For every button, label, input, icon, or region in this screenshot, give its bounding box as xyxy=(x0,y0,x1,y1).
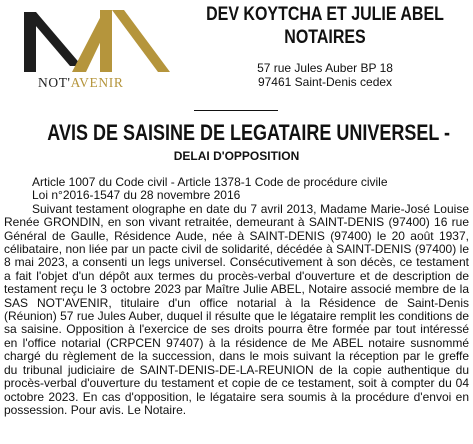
notice-paragraph: Suivant testament olographe en date du 7 avril 2013, Madame Marie-José Louise Renée GRONDIN, en son vivant retraitée, demeurant à SAINT-DENIS (97400) 16 rue Général de Gaulle, Résidence Aude, née à SAINT-DENIS (97400) le 20 août 1937, célibataire, non liée par un pacte civil de solidarité, décédée à SAINT-DENIS (97400) le 8 mai 2023, a consenti un legs universel. Consécutivement à son décès, ce testament a fait l'objet d'un dépôt aux termes du procès-verbal d'ouverture et de description de testament reçu le 3 octobre 2023 par Maître Julie ABEL, Notaire associé membre de la SAS NOT'AVENIR, titulaire d'un office notarial à la Résidence de Saint-Denis (Réunion) 57 rue Jules Auber, duquel il résulte que le légataire remplit les conditions de sa saisine. Opposition à l'exercice de ses droits pourra être formée par tout intéressé en l'office notarial (CRPCEN 97407) à la résidence de Me ABEL notaire susnommé chargé du règlement de la succession, dans le mois suivant la réception par le greffe du tribunal judiciaire de SAINT-DENIS-DE-LA-REUNION de la copie authentique du procès-verbal d'ouverture du testament et copie de ce testament, soit à compter du 04 octobre 2023. En cas d'opposition, le légataire sera soumis à la procédure d'envoi en possession. Pour avis. Le Notaire. xyxy=(4,201,469,417)
notice-body xyxy=(4,176,469,417)
logo-wordmark xyxy=(38,75,123,91)
address-line2: 97461 Saint-Denis cedex xyxy=(257,75,393,89)
legal-reference-2: Loi n°2016-1547 du 28 novembre 2016 xyxy=(32,188,241,203)
logo-wordmark-left: NOT' xyxy=(38,75,71,90)
legal-reference-1: Article 1007 du Code civil - Article 1378-1 Code de procédure civile xyxy=(32,175,388,189)
address-line1: 57 rue Jules Auber BP 18 xyxy=(257,61,393,75)
firm-address xyxy=(230,61,420,89)
page-subtitle: DELAI D'OPPOSITION xyxy=(173,149,300,163)
firm-name-line2: NOTAIRES xyxy=(284,26,366,48)
page-title: AVIS DE SAISINE DE LEGATAIRE UNIVERSEL - xyxy=(47,120,451,145)
divider xyxy=(194,110,278,111)
firm-name-line1: DEV KOYTCHA ET JULIE ABEL xyxy=(206,3,444,25)
logo-wordmark-right: AVENIR xyxy=(70,75,124,90)
firm-name xyxy=(206,3,444,49)
nt-monogram-icon xyxy=(12,6,182,76)
notavenir-logo xyxy=(12,6,182,90)
